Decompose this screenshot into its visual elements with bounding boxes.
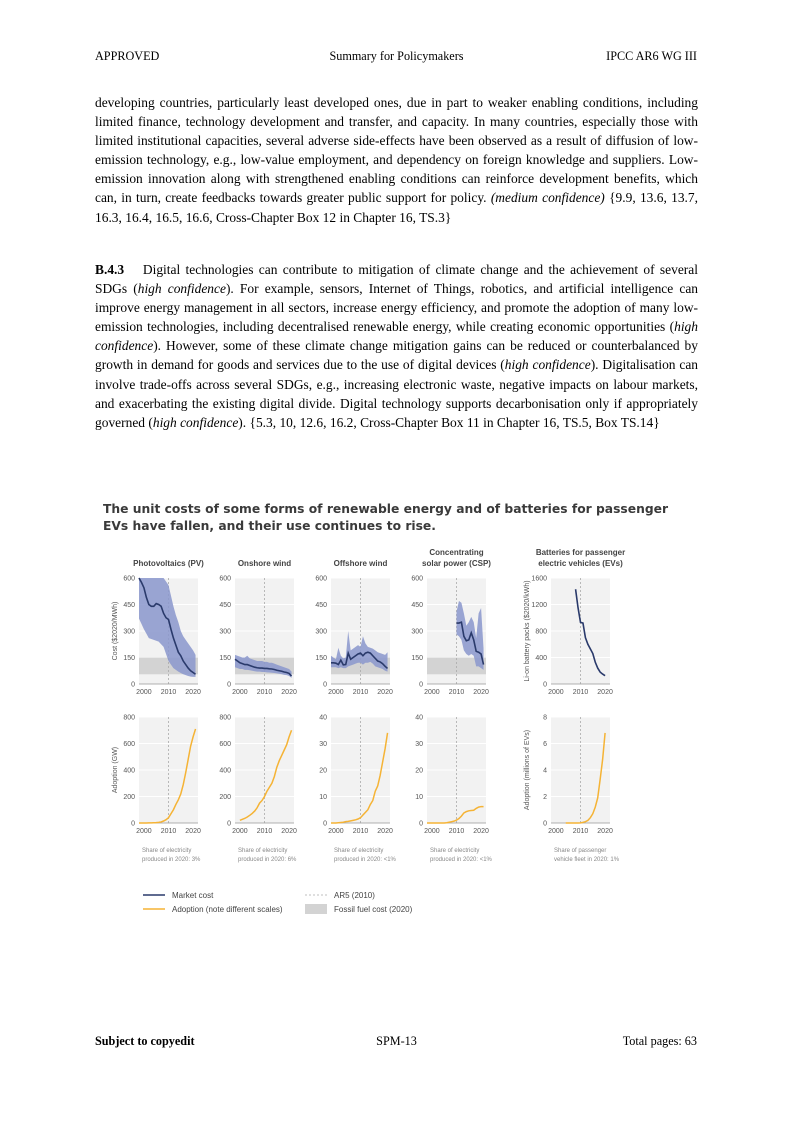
y-tick-label: 300 [315, 628, 327, 636]
y-tick-label: 400 [535, 655, 547, 662]
y-tick-label: 4 [543, 767, 547, 775]
panel-title: Offshore wind [333, 559, 388, 568]
x-tick-label: 2010 [448, 689, 465, 696]
y-tick-label: 600 [315, 575, 327, 583]
y-tick-label: 150 [219, 655, 231, 662]
legend-market-cost-label: Market cost [172, 891, 214, 900]
y-tick-label: 8 [543, 714, 547, 722]
y-tick-label: 450 [411, 602, 423, 609]
x-tick-label: 2000 [424, 828, 440, 835]
paragraph-text: ). {5.3, 10, 12.6, 16.2, Cross-Chapter Box 11 in Chapter 16, TS.5, Box TS.14} [238, 414, 660, 430]
y-tick-label: 800 [535, 628, 547, 636]
panel-title: Concentrating [429, 548, 484, 557]
y-tick-label: 300 [219, 628, 231, 636]
y-tick-label: 20 [415, 767, 423, 775]
x-tick-label: 2010 [448, 828, 465, 835]
y-axis-label: Li-on battery packs ($2020/kWh) [524, 580, 531, 682]
y-tick-label: 40 [415, 714, 423, 722]
x-tick-label: 2020 [597, 689, 613, 696]
legend-fossil-swatch [305, 904, 327, 914]
x-tick-label: 2000 [232, 828, 248, 835]
y-tick-label: 600 [123, 741, 135, 748]
legend-adoption-label: Adoption (note different scales) [172, 905, 283, 914]
footer-page-number: SPM-13 [376, 1034, 417, 1048]
confidence-qualifier: (medium confidence) [490, 190, 605, 206]
y-tick-label: 10 [319, 794, 327, 801]
y-tick-label: 600 [411, 575, 423, 583]
paragraph-text: developing countries, particularly least developed ones, due in part to weaker enabling conditions, including limited finance, technology development and transfer, and capacity. In many countries, especially those with limited institutional capacities, several adverse side-effects have been observed as a result of diffusion of low-emission technology, e.g., low-value employment, and dependency on foreign knowledge and suppliers. Low-emission innovation along with strengthened enabling conditions can reinforce development benefits, which can, in turn, create feedbacks towards greater public support for policy. [95, 95, 698, 206]
y-tick-label: 450 [123, 602, 135, 609]
panel-note: Share of electricity [430, 848, 480, 854]
panel-note: Share of passenger [554, 848, 607, 854]
y-tick-label: 300 [411, 628, 423, 636]
panel-note: produced in 2020: 3% [142, 857, 201, 863]
y-tick-label: 0 [323, 820, 327, 828]
paragraph-text: Digital technologies can contribute to mitigation of climate change and the achievement of several SDGs ( [95, 262, 698, 297]
header-title: Summary for Policymakers [329, 49, 464, 63]
footer-total-pages: Total pages: 63 [622, 1034, 697, 1048]
y-tick-label: 600 [219, 741, 231, 748]
y-tick-label: 20 [319, 767, 327, 775]
x-tick-label: 2020 [473, 828, 489, 835]
y-tick-label: 0 [227, 681, 231, 689]
x-tick-label: 2000 [328, 689, 344, 696]
footer-copyedit: Subject to copyedit [95, 1034, 195, 1048]
panel-note: vehicle fleet in 2020: 1% [554, 857, 620, 863]
x-tick-label: 2000 [136, 689, 152, 696]
y-tick-label: 10 [415, 794, 423, 801]
y-tick-label: 1600 [531, 575, 547, 583]
y-axis-label: Adoption (GW) [112, 746, 119, 794]
header-report: IPCC AR6 WG III [606, 49, 697, 63]
panel-note: produced in 2020: <1% [334, 857, 396, 863]
x-tick-label: 2010 [160, 828, 177, 835]
x-tick-label: 2020 [597, 828, 613, 835]
y-tick-label: 0 [419, 820, 423, 828]
y-tick-label: 6 [543, 741, 547, 748]
x-tick-label: 2000 [328, 828, 344, 835]
x-tick-label: 2010 [160, 689, 177, 696]
y-tick-label: 40 [319, 714, 327, 722]
panel-title: solar power (CSP) [422, 559, 491, 568]
y-tick-label: 0 [227, 820, 231, 828]
x-tick-label: 2000 [232, 689, 248, 696]
y-tick-label: 150 [315, 655, 327, 662]
y-tick-label: 0 [543, 820, 547, 828]
panel-title: electric vehicles (EVs) [538, 559, 623, 568]
panel-note: Share of electricity [238, 848, 288, 854]
y-tick-label: 1200 [531, 602, 547, 609]
confidence-qualifier: high confidence [137, 281, 226, 297]
header-status: APPROVED [95, 49, 160, 63]
legend-ar5-label: AR5 (2010) [334, 891, 375, 900]
y-tick-label: 2 [543, 794, 547, 801]
x-tick-label: 2020 [185, 689, 201, 696]
y-tick-label: 0 [543, 681, 547, 689]
x-tick-label: 2020 [281, 828, 297, 835]
y-tick-label: 0 [131, 681, 135, 689]
paragraph-text: ). For example, sensors, Internet of Things, robotics, and artificial intelligence can improve energy management in all sectors, increase energy efficiency, and promote the adoption of many low-emission technologies, including decentralised renewable energy, while creating economic opportunities ( [95, 281, 699, 335]
paragraph-text: {9.9, 13.6, 13.7, 16.3, 16.4, 16.5, 16.6, Cross-Chapter Box 12 in Chapter 16, TS.3} [95, 190, 698, 225]
y-tick-label: 0 [419, 681, 423, 689]
panel-note: produced in 2020: <1% [430, 857, 492, 863]
panel-note: Share of electricity [142, 848, 192, 854]
panel-title: Onshore wind [237, 559, 292, 568]
y-tick-label: 450 [315, 602, 327, 609]
y-tick-label: 400 [123, 767, 135, 775]
x-tick-label: 2000 [424, 689, 440, 696]
panel-note: produced in 2020: 6% [238, 857, 297, 863]
x-tick-label: 2000 [548, 828, 564, 835]
x-tick-label: 2000 [548, 689, 564, 696]
confidence-qualifier: high confidence [95, 319, 698, 354]
x-tick-label: 2010 [572, 828, 589, 835]
y-tick-label: 300 [123, 628, 135, 636]
panel-title: Photovoltaics (PV) [133, 559, 204, 568]
x-tick-label: 2010 [352, 828, 369, 835]
y-axis-label: Adoption (millions of EVs) [524, 729, 531, 811]
y-tick-label: 150 [123, 655, 135, 662]
y-tick-label: 0 [323, 681, 327, 689]
y-tick-label: 800 [219, 714, 231, 722]
x-tick-label: 2020 [473, 689, 489, 696]
x-tick-label: 2010 [572, 689, 589, 696]
y-axis-label: Cost ($2020/MWh) [112, 601, 119, 661]
figure-title: The unit costs of some forms of renewable energy and of batteries for passenger EVs have fallen, and their use continues to rise. [103, 502, 669, 533]
x-tick-label: 2020 [281, 689, 297, 696]
y-tick-label: 150 [411, 655, 423, 662]
x-tick-label: 2020 [377, 828, 393, 835]
y-tick-label: 200 [219, 794, 231, 801]
x-tick-label: 2020 [377, 689, 393, 696]
y-tick-label: 30 [319, 741, 327, 748]
x-tick-label: 2010 [256, 828, 273, 835]
x-tick-label: 2020 [185, 828, 201, 835]
paragraph-text: ). However, some of these climate change mitigation gains can be reduced or counterbalanced by growth in demand for goods and services due to the use of digital devices ( [95, 338, 698, 373]
confidence-qualifier: high confidence [504, 357, 591, 373]
y-tick-label: 450 [219, 602, 231, 609]
paragraph-text: ). Digitalisation can involve trade-offs across several SDGs, e.g., increasing electronic waste, negative impacts on labour markets, and exacerbating the existing digital divide. Digital technology supports decarbonisation only if appropriately governed ( [95, 357, 698, 430]
y-tick-label: 600 [123, 575, 135, 583]
y-tick-label: 400 [219, 767, 231, 775]
y-tick-label: 600 [219, 575, 231, 583]
legend-fossil-label: Fossil fuel cost (2020) [334, 905, 413, 914]
x-tick-label: 2010 [352, 689, 369, 696]
x-tick-label: 2000 [136, 828, 152, 835]
y-tick-label: 800 [123, 714, 135, 722]
panel-title: Batteries for passenger [535, 548, 626, 557]
confidence-qualifier: high confidence [152, 414, 239, 430]
x-tick-label: 2010 [256, 689, 273, 696]
y-tick-label: 200 [123, 794, 135, 801]
section-number: B.4.3 [95, 262, 125, 277]
y-tick-label: 30 [415, 741, 423, 748]
y-tick-label: 0 [131, 820, 135, 828]
panel-note: Share of electricity [334, 848, 384, 854]
